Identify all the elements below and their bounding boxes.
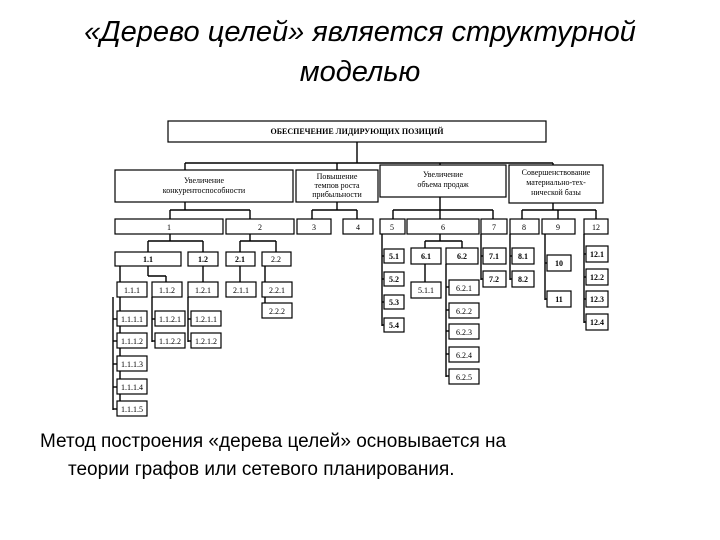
level-5-nodes — [117, 311, 221, 416]
node-label: 6.2.4 — [456, 351, 472, 360]
node-label: 3 — [312, 223, 316, 232]
level-2-nodes — [115, 219, 608, 234]
goal-label: конкурентоспособности — [162, 186, 246, 195]
slide-caption — [40, 428, 680, 484]
node-label: 5.2 — [389, 275, 399, 284]
node-label: 2.2.1 — [269, 286, 285, 295]
node-label: 4 — [356, 223, 360, 232]
node-label: 12.3 — [590, 295, 604, 304]
title-line-1: «Дерево целей» является структурной — [84, 16, 636, 48]
node-label: 1.2.1.2 — [195, 337, 217, 346]
node-label: 6.2.1 — [456, 284, 472, 293]
node-label: 6.2 — [457, 252, 467, 261]
node-label: 6.2.3 — [456, 328, 472, 337]
goal-label: объема продаж — [417, 180, 469, 189]
node-label: 9 — [556, 223, 560, 232]
node-label: 2.1 — [235, 255, 245, 264]
node-label: 5.1.1 — [418, 286, 434, 295]
node-label: 12.4 — [590, 318, 604, 327]
node-label: 7.2 — [489, 275, 499, 284]
level-4-nodes — [117, 280, 479, 384]
node-label: 5.1 — [389, 252, 399, 261]
node-label: 8.1 — [518, 252, 528, 261]
node-label: 6.2.2 — [456, 307, 472, 316]
caption-line-1: Метод построения «дерева целей» основывается на — [40, 431, 507, 452]
node-label: 1.1.1.3 — [121, 360, 143, 369]
node-label: 2 — [258, 223, 262, 232]
node-label: 12.1 — [590, 250, 604, 259]
node-label: 7.1 — [489, 252, 499, 261]
node-label: 5 — [390, 223, 394, 232]
node-label: 2.2.2 — [269, 307, 285, 316]
node-label: 10 — [555, 259, 563, 268]
root-goal-label: ОБЕСПЕЧЕНИЕ ЛИДИРУЮЩИХ ПОЗИЦИЙ — [270, 127, 444, 136]
node-label: 8.2 — [518, 275, 528, 284]
goal-label: Увеличение — [422, 170, 464, 179]
node-label: 1.2 — [198, 255, 208, 264]
goal-label: темпов роста — [314, 181, 360, 190]
goal-label: Увеличение — [183, 176, 225, 185]
goal-label: Повышение — [316, 172, 358, 181]
goal-label: прибыльности — [312, 190, 362, 199]
node-label: 1.1 — [143, 255, 153, 264]
node-label: 12 — [592, 223, 600, 232]
node-label: 1.1.2.1 — [159, 315, 181, 324]
node-label: 6.1 — [421, 252, 431, 261]
node-label: 12.2 — [590, 273, 604, 282]
goal-label: Совершенствование — [521, 168, 591, 177]
node-label: 1.1.1 — [124, 286, 140, 295]
goal-label: нической базы — [531, 188, 581, 197]
node-label: 6 — [441, 223, 445, 232]
node-label: 1.2.1.1 — [195, 315, 217, 324]
node-label: 11 — [555, 295, 563, 304]
node-label: 1.1.1.5 — [121, 405, 143, 414]
node-label: 2.1.1 — [233, 286, 249, 295]
node-label: 1.1.2.2 — [159, 337, 181, 346]
node-label: 5.4 — [389, 321, 399, 330]
caption-line-2: теории графов или сетевого планирования. — [68, 459, 455, 480]
node-label: 7 — [492, 223, 496, 232]
node-label: 1.1.1.1 — [121, 315, 143, 324]
node-label: 1.1.1.2 — [121, 337, 143, 346]
node-label: 1.1.2 — [159, 286, 175, 295]
node-label: 1.1.1.4 — [121, 383, 143, 392]
node-label: 5.3 — [389, 298, 399, 307]
goal-label: материально-тех- — [526, 178, 586, 187]
node-label: 8 — [522, 223, 526, 232]
node-label: 1 — [167, 223, 171, 232]
node-label: 2.2 — [271, 255, 281, 264]
title-line-2: моделью — [299, 56, 421, 88]
node-label: 6.2.5 — [456, 373, 472, 382]
node-label: 1.2.1 — [195, 286, 211, 295]
